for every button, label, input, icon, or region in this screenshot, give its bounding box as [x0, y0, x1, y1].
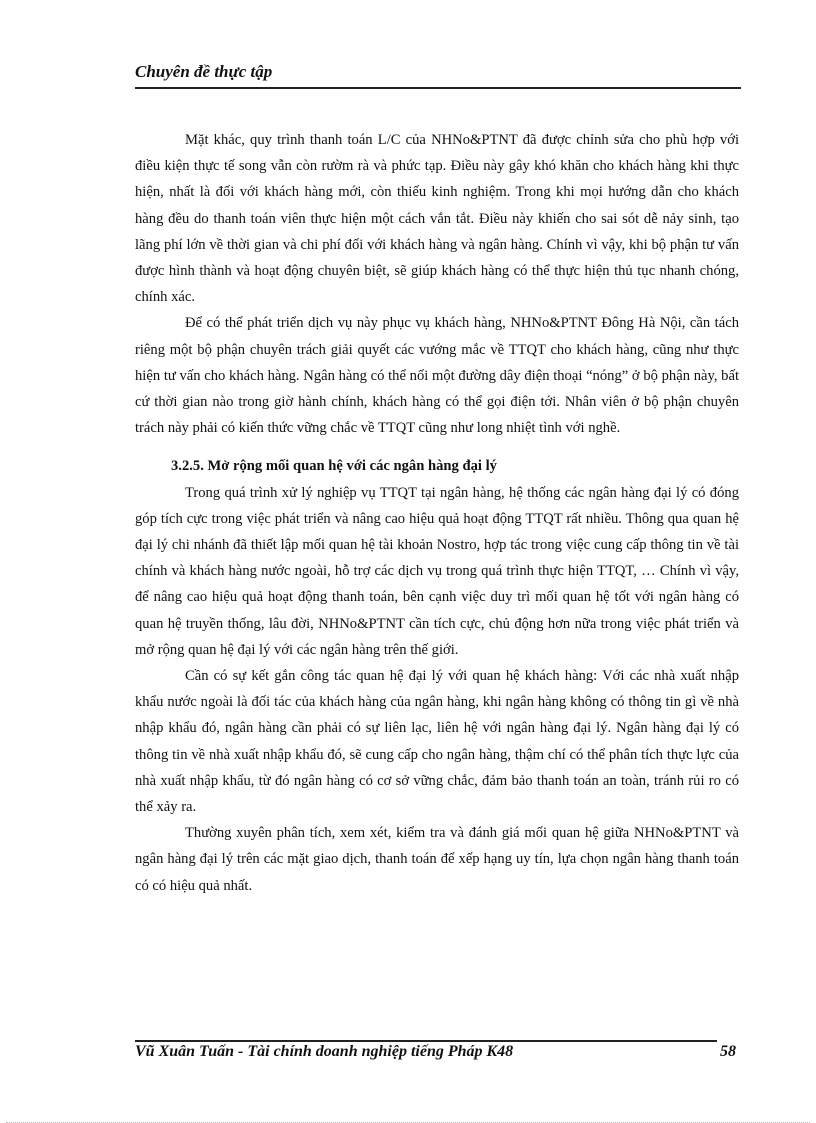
document-body: [135, 127, 739, 899]
paragraph-4: Cần có sự kết gắn công tác quan hệ đại lý với quan hệ khách hàng: Với các nhà xuất nhập khẩu nước ngoài là đối tác của khách hàng của ngân hàng, khi ngân hàng không có thông tin gì về nhà nhập khẩu đó, ngân hàng cần phải có sự liên lạc, liên hệ với ngân hàng đại lý. Ngân hàng đại lý có thông tin về nhà xuất nhập khẩu đó, sẽ cung cấp cho ngân hàng, thậm chí có thể phân tích thực lực của nhà xuất nhập khẩu, từ đó ngân hàng có cơ sở vững chắc, đảm bảo thanh toán an toàn, tránh rủi ro có thể xảy ra.: [135, 668, 739, 816]
footer-rule: [135, 1040, 717, 1042]
paragraph-5: Thường xuyên phân tích, xem xét, kiểm tra và đánh giá mối quan hệ giữa NHNo&PTNT và ngân hàng đại lý trên các mặt giao dịch, thanh toán để xếp hạng uy tín, lựa chọn ngân hàng thanh toán có có hiệu quả nhất.: [135, 825, 739, 894]
footer-author: Vũ Xuân Tuấn - Tài chính doanh nghiệp tiếng Pháp K48: [135, 1043, 514, 1060]
page-number: 58: [720, 1043, 736, 1060]
paragraph-2: Để có thể phát triển dịch vụ này phục vụ khách hàng, NHNo&PTNT Đông Hà Nội, cần tách riêng một bộ phận chuyên trách giải quyết các vướng mắc về TTQT cho khách hàng, cũng như thực hiện tư vấn cho khách hàng. Ngân hàng có thể nối một đường dây điện thoại “nóng” ở bộ phận này, bất cứ thời gian nào trong giờ hành chính, khách hàng có thể gọi điện tới. Nhân viên ở bộ phận chuyên trách này phải có kiến thức vững chắc về TTQT cũng như long nhiệt tình với nghề.: [135, 315, 739, 437]
paragraph-3: Trong quá trình xử lý nghiệp vụ TTQT tại ngân hàng, hệ thống các ngân hàng đại lý có đóng góp tích cực trong việc phát triển và nâng cao hiệu quả hoạt động TTQT rất nhiều. Thông qua quan hệ đại lý chi nhánh đã thiết lập mối quan hệ tài khoản Nostro, hợp tác trong việc cung cấp thông tin về tài chính và khách hàng nước ngoài, hỗ trợ các dịch vụ trong quá trình thực hiện TTQT, … Chính vì vậy, để nâng cao hiệu quả hoạt động thanh toán, bên cạnh việc duy trì mối quan hệ tốt với ngân hàng có quan hệ truyền thống, lâu đời, NHNo&PTNT cần tích cực, chủ động hơn nữa trong việc phát triển và mở rộng quan hệ đại lý với các ngân hàng trên thế giới.: [135, 484, 739, 658]
header-title: Chuyên đề thực tập: [135, 62, 273, 81]
paragraph-1: Mặt khác, quy trình thanh toán L/C của NHNo&PTNT đã được chỉnh sửa cho phù hợp với điều kiện thực tế song vẫn còn rườm rà và phức tạp. Điều này gây khó khăn cho khách hàng khi thực hiện, nhất là đối với khách hàng mới, còn thiếu kinh nghiệm. Trong khi mọi hướng dẫn cho khách hàng đều do thanh toán viên thực hiện một cách vắn tắt. Điều này khiến cho sai sót dễ nảy sinh, tạo lãng phí lớn về thời gian và chi phí đối với khách hàng và ngân hàng. Chính vì vậy, khi bộ phận tư vấn được hình thành và hoạt động chuyên biệt, sẽ giúp khách hàng có thể thực hiện thủ tục nhanh chóng, chính xác.: [135, 132, 739, 306]
page-header: [135, 62, 741, 89]
section-heading: 3.2.5. Mở rộng mối quan hệ với các ngân hàng đại lý: [171, 458, 497, 475]
